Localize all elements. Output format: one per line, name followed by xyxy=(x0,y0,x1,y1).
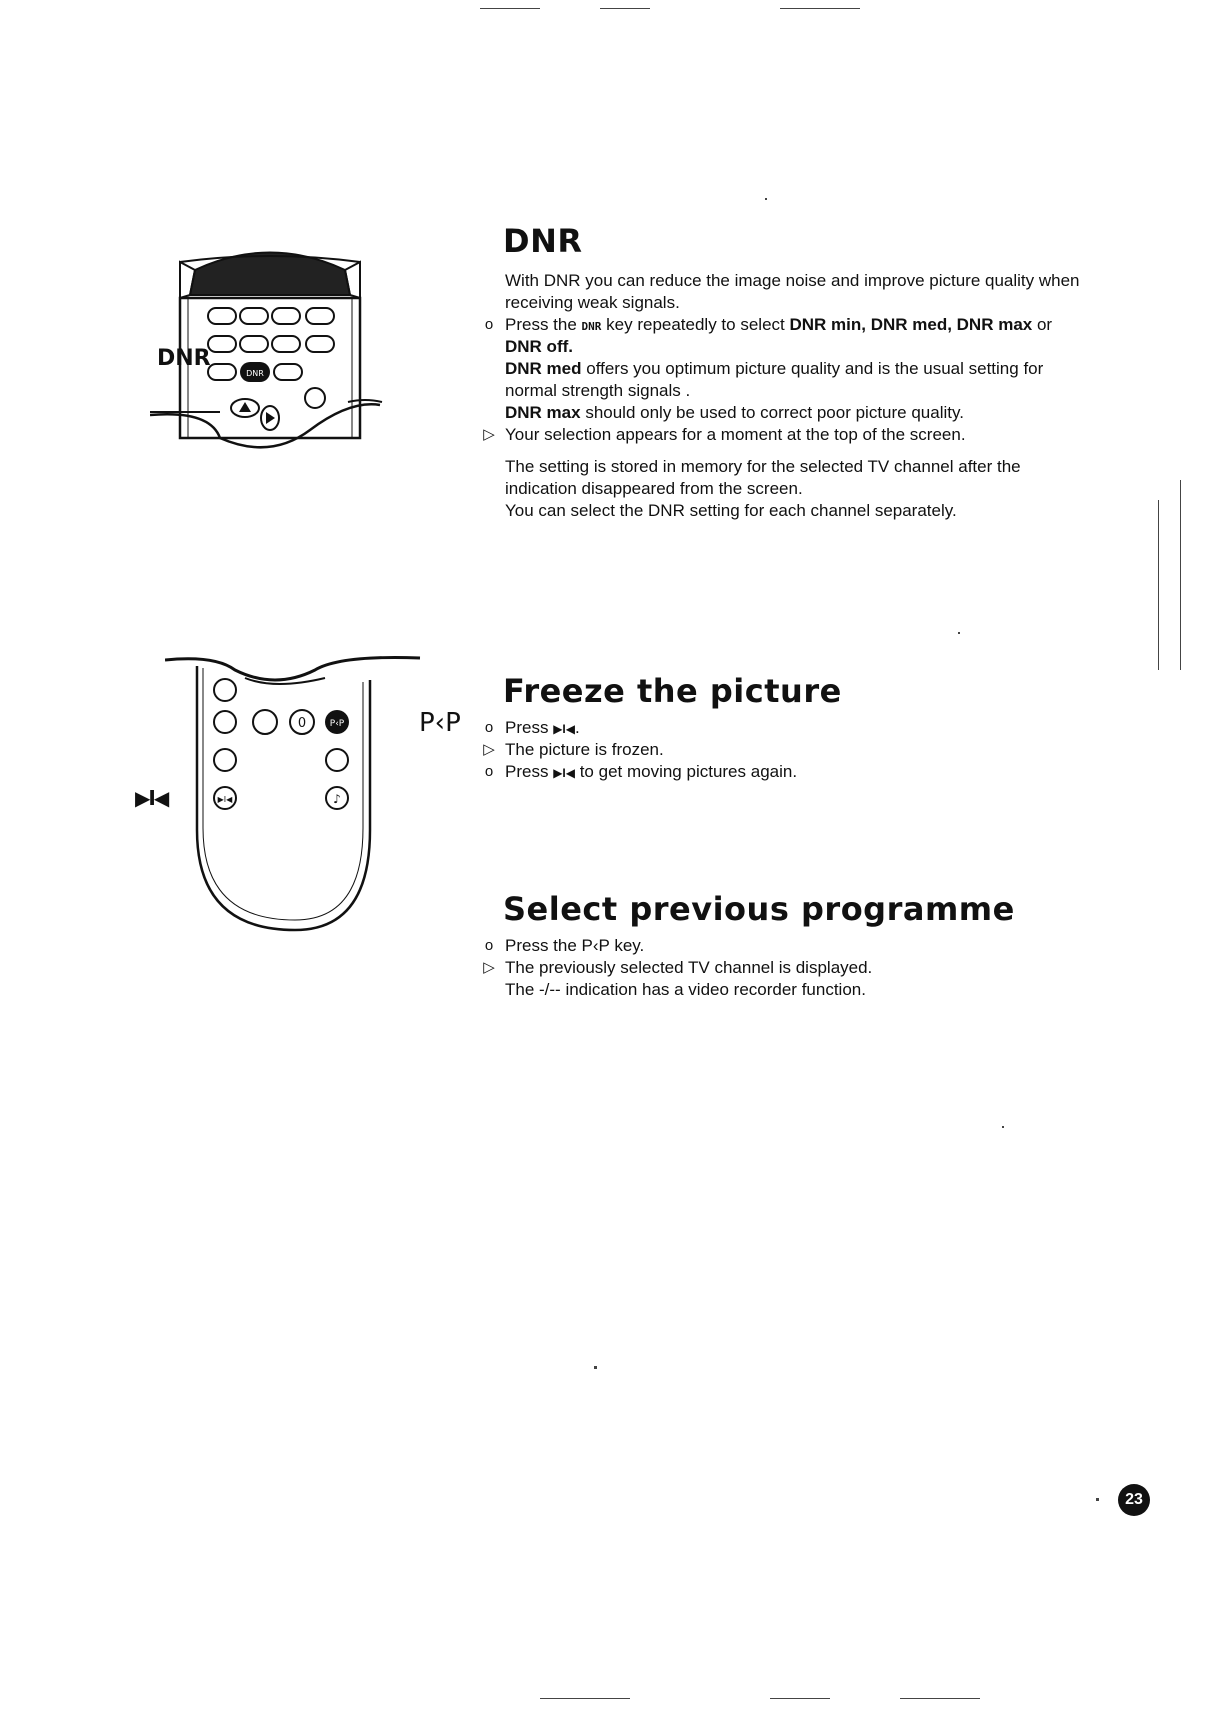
prev-prog-note: The -/-- indication has a video recorder function. xyxy=(505,980,866,999)
freeze-title: Freeze the picture xyxy=(503,672,842,710)
svg-text:♪: ♪ xyxy=(333,792,341,806)
prev-prog-title: Select previous programme xyxy=(503,890,1015,928)
dnr-key-illustration xyxy=(240,362,270,382)
freeze-result: The picture is frozen. xyxy=(505,740,664,759)
step-bullet: o xyxy=(484,937,494,954)
pp-key-illustration xyxy=(325,710,349,734)
freeze-key-symbol: ▶I◀ xyxy=(553,766,575,780)
pp-figure-label: P‹P xyxy=(419,708,461,738)
freeze-key-symbol: ▶I◀ xyxy=(553,722,575,736)
result-bullet: ▷ xyxy=(483,741,495,758)
page-number: 23 xyxy=(1118,1484,1150,1516)
dnr-note-line1: The setting is stored in memory for the selected TV channel after the xyxy=(505,457,1021,476)
svg-text:0: 0 xyxy=(297,716,307,731)
prev-prog-result: The previously selected TV channel is displayed. xyxy=(505,958,873,977)
dnr-max-label: DNR max xyxy=(505,403,581,422)
step-bullet: o xyxy=(484,316,494,333)
result-bullet: ▷ xyxy=(483,959,495,976)
svg-text:▶I◀: ▶I◀ xyxy=(217,795,233,804)
dnr-med-label: DNR med xyxy=(505,359,582,378)
dnr-intro-line1: With DNR you can reduce the image noise and improve picture quality when xyxy=(505,271,1080,290)
dnr-note-line2: indication disappeared from the screen. xyxy=(505,479,803,498)
svg-text:P‹P: P‹P xyxy=(329,719,345,729)
freeze-figure-label: ▶I◀ xyxy=(135,786,168,810)
dnr-note-line3: You can select the DNR setting for each channel separately. xyxy=(505,501,957,520)
step-bullet: o xyxy=(484,763,494,780)
dnr-result: Your selection appears for a moment at the top of the screen. xyxy=(505,425,966,444)
dnr-options: DNR min, DNR med, DNR max xyxy=(789,315,1033,334)
result-bullet: ▷ xyxy=(483,426,495,443)
step-bullet: o xyxy=(484,719,494,736)
dnr-off-option: DNR off. xyxy=(505,337,573,356)
dnr-intro-line2: receiving weak signals. xyxy=(505,293,680,312)
pp-key-name: P‹P xyxy=(581,936,610,955)
remote-freeze-illustration xyxy=(165,650,425,950)
dnr-title: DNR xyxy=(503,222,583,260)
dnr-key-name: DNR xyxy=(581,320,602,333)
svg-text:DNR: DNR xyxy=(246,369,264,378)
dnr-figure-label: DNR xyxy=(157,346,211,371)
